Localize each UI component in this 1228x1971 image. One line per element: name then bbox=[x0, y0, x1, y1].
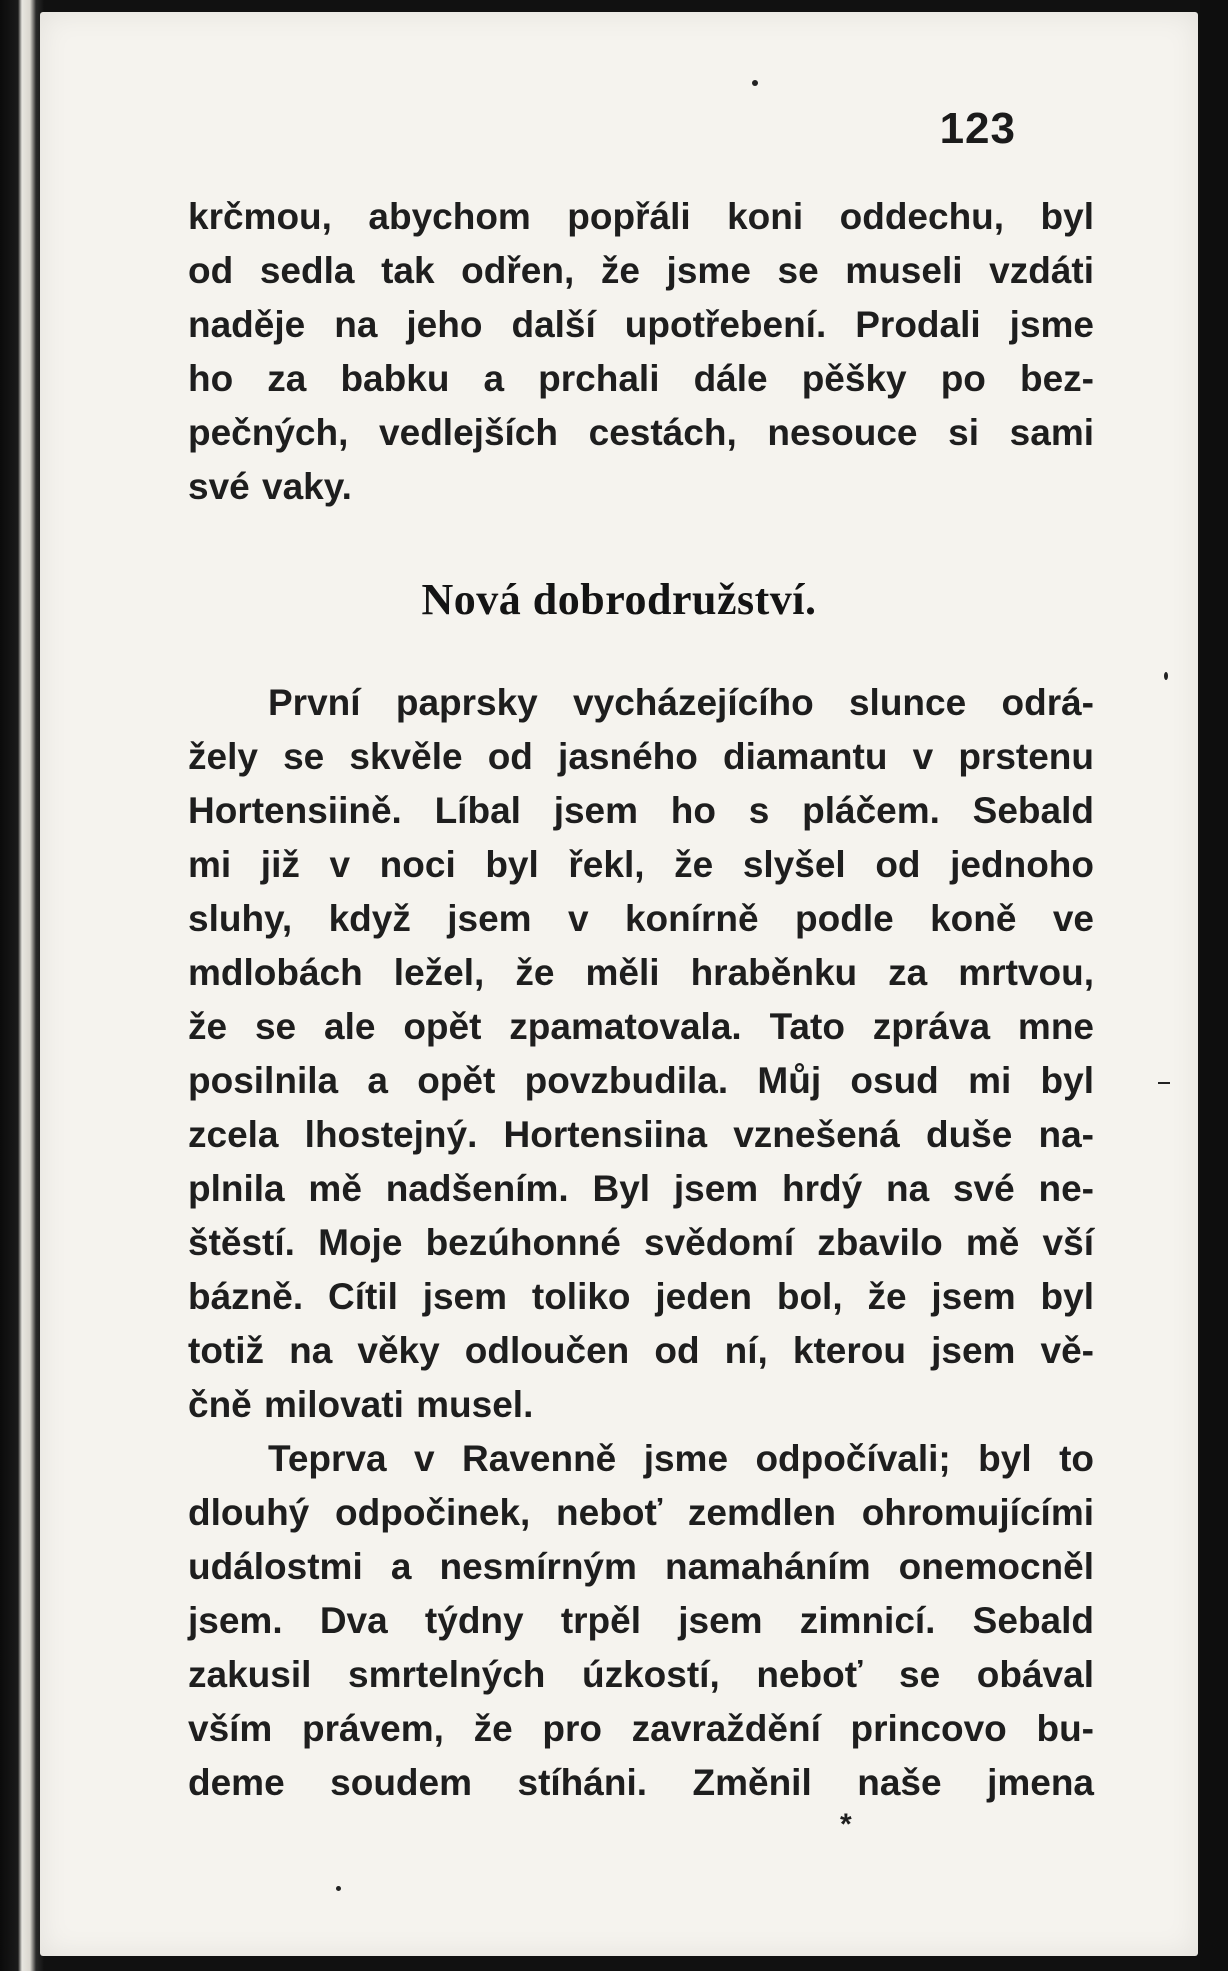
scan-speck bbox=[1158, 1082, 1170, 1084]
paragraph-3 bbox=[188, 1432, 1094, 1810]
body-text bbox=[188, 190, 1094, 1810]
text-line: pečných, vedlejších cestách, nesouce si sami bbox=[188, 412, 1094, 453]
signature-mark: * bbox=[840, 1808, 852, 1841]
page-number: 123 bbox=[939, 104, 1016, 153]
text-line: událostmi a nesmírným namaháním onemocněl bbox=[188, 1546, 1094, 1587]
text-line: od sedla tak odřen, že jsme se museli vzdáti bbox=[188, 250, 1094, 291]
text-line: jsem. Dva týdny trpěl jsem zimnicí. Sebald bbox=[188, 1600, 1094, 1641]
text-line: dlouhý odpočinek, neboť zemdlen ohromujícími bbox=[188, 1492, 1094, 1533]
text-line: Hortensiině. Líbal jsem ho s pláčem. Sebald bbox=[188, 790, 1094, 831]
text-line: totiž na věky odloučen od ní, kterou jsem vě- bbox=[188, 1330, 1094, 1371]
text-line: své vaky. bbox=[188, 466, 352, 507]
text-line: vším právem, že pro zavraždění princovo bu- bbox=[188, 1708, 1094, 1749]
text-line: naděje na jeho další upotřebení. Prodali jsme bbox=[188, 304, 1094, 345]
text-line: krčmou, abychom popřáli koni oddechu, byl bbox=[188, 196, 1094, 237]
text-line: deme soudem stíháni. Změnil naše jmena bbox=[188, 1762, 1094, 1803]
text-line: mdlobách ležel, že měli hraběnku za mrtvou, bbox=[188, 952, 1094, 993]
text-line: První paprsky vycházejícího slunce odrá- bbox=[268, 682, 1094, 723]
text-line: zcela lhostejný. Hortensiina vznešená duše na- bbox=[188, 1114, 1094, 1155]
scan-speck bbox=[1164, 672, 1168, 680]
scan-speck bbox=[752, 80, 758, 86]
text-line: mi již v noci byl řekl, že slyšel od jednoho bbox=[188, 844, 1094, 885]
book-gutter bbox=[0, 0, 44, 1971]
text-line: zakusil smrtelných úzkostí, neboť se obával bbox=[188, 1654, 1094, 1695]
text-line: plnila mě nadšením. Byl jsem hrdý na své ne- bbox=[188, 1168, 1094, 1209]
section-heading: Nová dobrodružství. bbox=[421, 575, 817, 624]
text-line: že se ale opět zpamatovala. Tato zpráva mne bbox=[188, 1006, 1094, 1047]
text-line: ho za babku a prchali dále pěšky po bez- bbox=[188, 358, 1094, 399]
paragraph-2 bbox=[188, 676, 1094, 1432]
text-line: bázně. Cítil jsem toliko jeden bol, že jsem byl bbox=[188, 1276, 1094, 1317]
scan-border bbox=[1200, 0, 1228, 1971]
book-page bbox=[40, 12, 1198, 1956]
text-line: štěstí. Moje bezúhonné svědomí zbavilo mě vší bbox=[188, 1222, 1094, 1263]
text-line: Teprva v Ravenně jsme odpočívali; byl to bbox=[268, 1438, 1094, 1479]
text-line: čně milovati musel. bbox=[188, 1384, 534, 1425]
text-line: žely se skvěle od jasného diamantu v prstenu bbox=[188, 736, 1094, 777]
scan-speck bbox=[336, 1886, 341, 1891]
text-line: sluhy, když jsem v konírně podle koně ve bbox=[188, 898, 1094, 939]
paragraph-1 bbox=[188, 190, 1094, 514]
text-line: posilnila a opět povzbudila. Můj osud mi byl bbox=[188, 1060, 1094, 1101]
